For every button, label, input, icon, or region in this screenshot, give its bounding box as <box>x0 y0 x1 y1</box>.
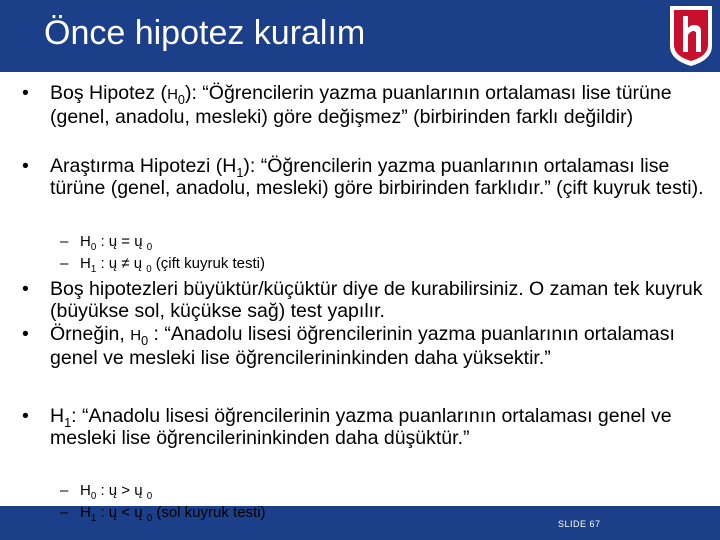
bullet-text: Boş Hipotez $(H_0)$: “Öğrencilerin yazma puanlarının ortalaması lise türüne (genel, anadolu, mesleki) göre değişmez” (birbirinden farklı değildir) <box>50 82 672 128</box>
bullet-text: Boş hipotezleri büyüktür/küçüktür diye de kurabilirsiniz. O zaman tek kuyruk (büyükse sol, küçükse sağ) test yapılır. <box>50 278 703 322</box>
slide-title: Önce hipotez kuralım <box>44 14 366 52</box>
bullet-dot: • <box>22 405 29 427</box>
bullet-dot: • <box>22 323 29 345</box>
university-logo-icon <box>666 2 716 68</box>
bullet-dot: • <box>22 278 29 300</box>
bullet-text: Örneğin, $H_0$ : “Anadolu lisesi öğrencilerinin yazma puanlarının ortalaması genel ve mesleki lise öğrencilerininkinden daha yüksektir.” <box>50 323 675 369</box>
slide-number: SLIDE 67 <box>558 519 601 529</box>
bullet-dot: • <box>22 82 29 104</box>
bullet-dot: • <box>22 155 29 177</box>
bullet-text: $H_1$: “Anadolu lisesi öğrencilerinin yazma puanlarının ortalaması genel ve mesleki lise öğrencilerininkinden daha düşüktür.” <box>50 405 672 449</box>
bullet-text: Araştırma Hipotezi $(H_1)$: “Öğrencilerin yazma puanlarının ortalaması lise türüne (genel, anadolu, mesleki) göre birbirinden farklıdır.” (çift kuyruk testi). <box>50 155 704 199</box>
